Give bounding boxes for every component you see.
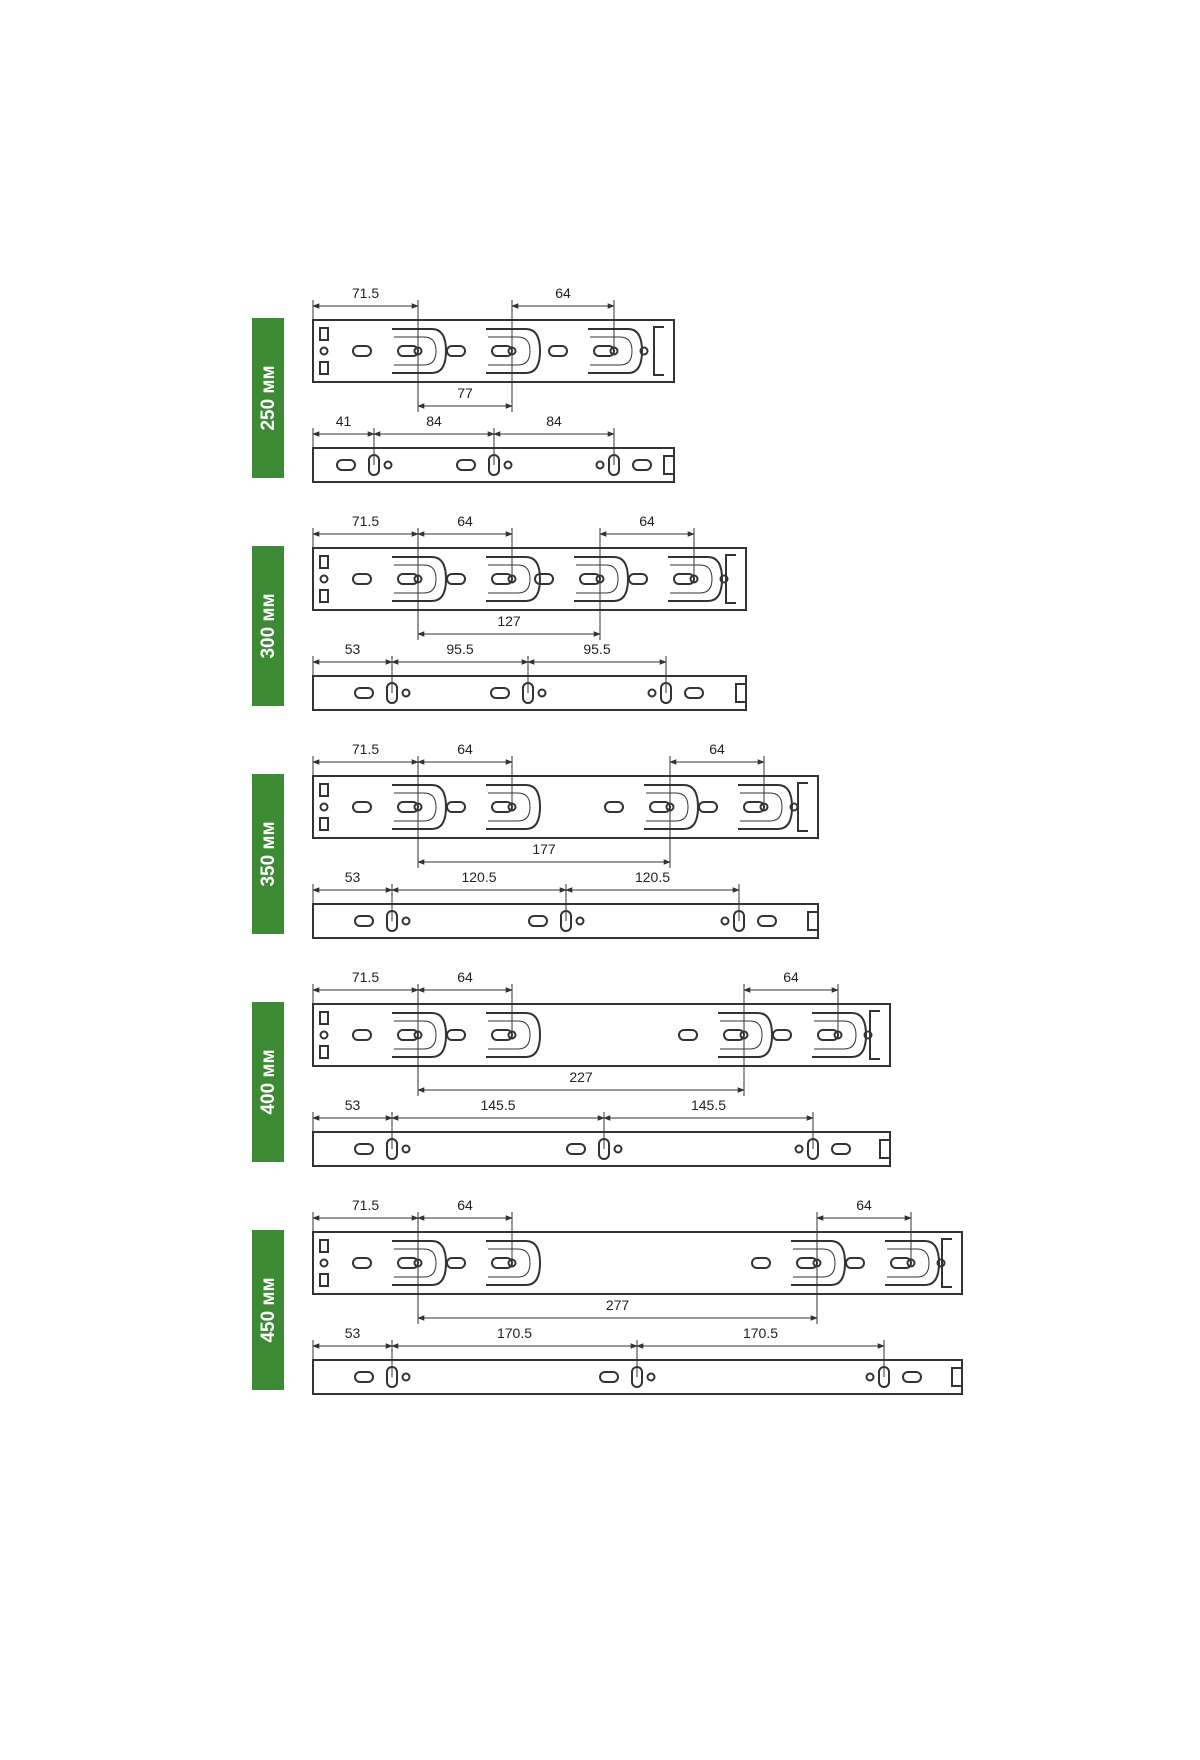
square-hole	[320, 784, 328, 796]
section-3	[252, 741, 818, 938]
dim-bottom-first: 53	[344, 1325, 361, 1341]
square-hole	[320, 328, 328, 340]
mount-hole	[722, 918, 729, 925]
mount-hole	[615, 1146, 622, 1153]
top-dimensions	[313, 1197, 911, 1324]
mount-hole	[403, 690, 410, 697]
mount-hole	[648, 1374, 655, 1381]
oval-slot	[758, 916, 776, 926]
dim-bottom-first: 41	[335, 413, 352, 429]
top-dimensions	[313, 741, 764, 868]
dim-bottom-spacing: 95.5	[583, 641, 611, 657]
top-rail	[313, 776, 818, 838]
top-rail	[313, 1232, 962, 1294]
oval-slot	[567, 1144, 585, 1154]
square-hole	[320, 1046, 328, 1058]
dim-hole-spacing: 64	[783, 969, 799, 985]
dim-bottom-spacing: 84	[546, 413, 562, 429]
dim-hole-spacing: 64	[856, 1197, 872, 1213]
end-notch	[736, 684, 746, 702]
size-label: 350 мм	[258, 821, 279, 887]
size-tag	[252, 546, 284, 706]
end-notch	[952, 1368, 962, 1386]
section-4	[252, 969, 890, 1166]
size-label: 250 мм	[258, 365, 279, 431]
mount-hole	[403, 1146, 410, 1153]
end-notch	[880, 1140, 890, 1158]
oval-slot	[447, 346, 465, 356]
top-rail	[313, 1004, 890, 1066]
mount-hole	[539, 690, 546, 697]
dim-hole-spacing: 64	[457, 1197, 473, 1213]
mount-hole	[403, 1374, 410, 1381]
oval-slot	[699, 802, 717, 812]
dim-bottom-first: 53	[344, 641, 361, 657]
oval-slot	[685, 688, 703, 698]
bottom-dimensions	[313, 869, 739, 921]
oval-slot	[353, 574, 371, 584]
dim-bottom-first: 53	[344, 1097, 361, 1113]
size-tag	[252, 1002, 284, 1162]
bottom-rail-outline	[313, 676, 746, 710]
dim-middle: 227	[569, 1069, 593, 1085]
section-2	[252, 513, 746, 710]
square-hole	[320, 590, 328, 602]
oval-slot	[600, 1372, 618, 1382]
square-hole	[320, 556, 328, 568]
oval-slot	[846, 1258, 864, 1268]
size-label: 450 мм	[258, 1277, 279, 1343]
oval-slot	[355, 1144, 373, 1154]
end-notch	[808, 912, 818, 930]
top-rail	[313, 320, 674, 382]
size-tag	[252, 774, 284, 934]
oval-slot	[529, 916, 547, 926]
oval-slot	[355, 916, 373, 926]
oval-slot	[903, 1372, 921, 1382]
bottom-rail	[313, 1132, 890, 1166]
oval-slot	[773, 1030, 791, 1040]
dim-bottom-spacing: 170.5	[496, 1325, 533, 1341]
dim-bottom-spacing: 120.5	[461, 869, 497, 885]
dim-middle: 127	[497, 613, 521, 629]
oval-slot	[752, 1258, 770, 1268]
dim-first-hole: 71.5	[351, 1197, 380, 1213]
oval-slot	[337, 460, 355, 470]
bottom-dimensions	[313, 1325, 884, 1377]
square-hole	[320, 1274, 328, 1286]
dim-first-hole: 71.5	[351, 513, 380, 529]
oval-slot	[353, 1030, 371, 1040]
square-hole	[320, 818, 328, 830]
size-label: 400 мм	[258, 1049, 279, 1115]
dim-middle: 177	[532, 841, 556, 857]
dim-middle: 277	[605, 1297, 630, 1313]
size-tag	[252, 318, 284, 478]
square-hole	[320, 362, 328, 374]
oval-slot	[355, 688, 373, 698]
mount-hole	[867, 1374, 874, 1381]
oval-slot	[447, 1258, 465, 1268]
dim-bottom-spacing: 95.5	[446, 641, 474, 657]
dim-hole-spacing: 64	[457, 969, 473, 985]
mount-hole	[403, 918, 410, 925]
bottom-dimensions	[313, 641, 666, 693]
dim-first-hole: 71.5	[351, 285, 380, 301]
oval-slot	[353, 802, 371, 812]
oval-slot	[353, 346, 371, 356]
oval-slot	[447, 574, 465, 584]
mount-hole	[321, 804, 328, 811]
top-rail	[313, 548, 746, 610]
dim-hole-spacing: 64	[555, 285, 571, 301]
oval-slot	[447, 802, 465, 812]
mount-hole	[505, 462, 512, 469]
dim-hole-spacing: 64	[709, 741, 725, 757]
bottom-dimensions	[313, 413, 614, 465]
mount-hole	[597, 462, 604, 469]
mount-hole	[321, 348, 328, 355]
top-dimensions	[313, 969, 838, 1096]
mount-hole	[796, 1146, 803, 1153]
size-tag	[252, 1230, 284, 1390]
mount-hole	[321, 1260, 328, 1267]
mount-hole	[649, 690, 656, 697]
oval-slot	[629, 574, 647, 584]
end-notch	[798, 783, 808, 831]
oval-slot	[832, 1144, 850, 1154]
dim-bottom-spacing: 120.5	[634, 869, 671, 885]
size-label: 300 мм	[258, 593, 279, 659]
dim-bottom-first: 53	[344, 869, 361, 885]
dim-first-hole: 71.5	[351, 969, 380, 985]
section-1	[252, 285, 674, 482]
dim-bottom-spacing: 145.5	[690, 1097, 727, 1113]
dim-hole-spacing: 64	[457, 513, 473, 529]
dim-bottom-spacing: 170.5	[742, 1325, 779, 1341]
mount-hole	[385, 462, 392, 469]
dim-bottom-spacing: 145.5	[480, 1097, 516, 1113]
oval-slot	[447, 1030, 465, 1040]
oval-slot	[679, 1030, 697, 1040]
end-notch	[664, 456, 674, 474]
bottom-rail	[313, 676, 746, 710]
oval-slot	[549, 346, 567, 356]
square-hole	[320, 1012, 328, 1024]
oval-slot	[535, 574, 553, 584]
oval-slot	[457, 460, 475, 470]
dim-first-hole: 71.5	[351, 741, 380, 757]
end-notch	[654, 327, 664, 375]
section-5	[252, 1197, 962, 1394]
oval-slot	[633, 460, 651, 470]
oval-slot	[353, 1258, 371, 1268]
oval-slot	[491, 688, 509, 698]
oval-slot	[355, 1372, 373, 1382]
mount-hole	[321, 1032, 328, 1039]
dim-middle: 77	[457, 385, 473, 401]
mount-hole	[321, 576, 328, 583]
dim-hole-spacing: 64	[639, 513, 655, 529]
mount-hole	[577, 918, 584, 925]
dim-hole-spacing: 64	[457, 741, 473, 757]
dim-bottom-spacing: 84	[426, 413, 442, 429]
oval-slot	[605, 802, 623, 812]
square-hole	[320, 1240, 328, 1252]
